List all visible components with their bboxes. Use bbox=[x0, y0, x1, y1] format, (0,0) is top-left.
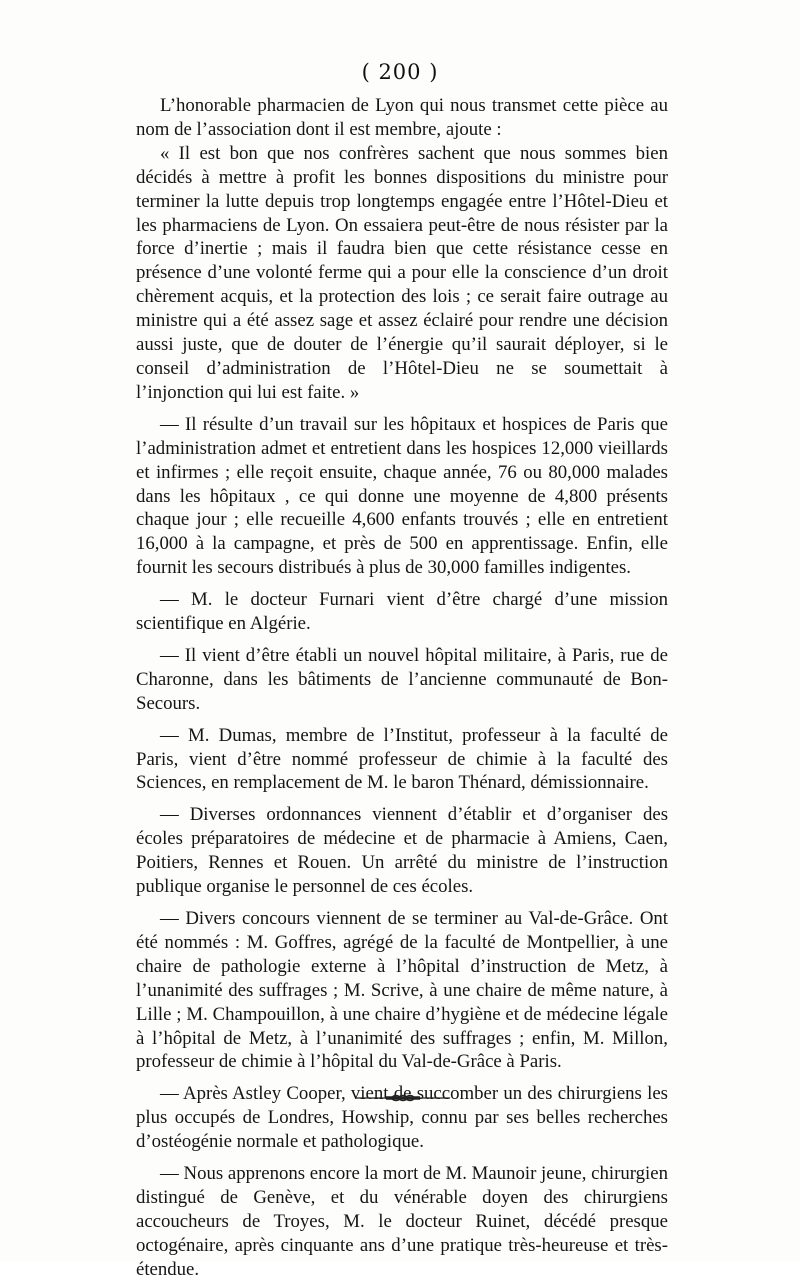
paragraph-military-hospital: — Il vient d’être établi un nouvel hôpital militaire, à Paris, rue de Charonne, dans les bâtiments de l’ancienne communauté de Bon-Secours. bbox=[136, 644, 668, 714]
page-body bbox=[136, 94, 668, 1282]
paragraph-intro: L’honorable pharmacien de Lyon qui nous transmet cette pièce au nom de l’association dont il est membre, ajoute : bbox=[136, 95, 668, 140]
paragraph-dumas: — M. Dumas, membre de l’Institut, professeur à la faculté de Paris, vient d’être nommé professeur de chimie à la faculté des Sciences, en remplacement de M. le baron Thénard, démissionnaire. bbox=[136, 724, 668, 794]
paragraph-cooper-howship: — Après Astley Cooper, vient de succomber un des chirurgiens les plus occupés de Londres, Howship, connu par ses belles recherches d’ostéogénie normale et pathologique. bbox=[136, 1083, 668, 1153]
paragraph-furnari: — M. le docteur Furnari vient d’être chargé d’une mission scientifique en Algérie. bbox=[136, 589, 668, 635]
paragraph-quote: « Il est bon que nos confrères sachent que nous sommes bien décidés à mettre à profit les bonnes dispositions du ministre pour terminer la lutte depuis trop longtemps engagée entre l’Hôtel-Dieu et les pharmaciens de Lyon. On essaiera peut-être de nous résister par la force d’inertie ; mais il faudra bien que cette résistance cesse en présence d’une volonté ferme qui a pour elle la conscience d’un droit chèrement acquis, et la protection des lois ; ce serait faire outrage au ministre qui a été assez sage et assez éclairé pour rendre une décision aussi juste, que de douter de l’énergie qu’il saurait déployer, si le conseil d’administration de l’Hôtel-Dieu ne se soumettait à l’injonction qui lui est faite. » bbox=[136, 142, 668, 403]
paragraph-maunoir-ruinet: — Nous apprenons encore la mort de M. Maunoir jeune, chirurgien distingué de Genève, et du vénérable doyen des chirurgiens accoucheurs de Troyes, M. le docteur Ruinet, décédé presque octogénaire, après cinquante ans d’une pratique très-heureuse et très-étendue. bbox=[136, 1163, 668, 1280]
paragraph-ecoles: — Diverses ordonnances viennent d’établir et d’organiser des écoles préparatoires de médecine et de pharmacie à Amiens, Caen, Poitiers, Rennes et Rouen. Un arrêté du ministre de l’instruction publique organise le personnel de ces écoles. bbox=[136, 804, 668, 898]
end-ornament bbox=[356, 1094, 450, 1102]
paragraph-concours: — Divers concours viennent de se terminer au Val-de-Grâce. Ont été nommés : M. Goffres, agrégé de la faculté de Montpellier, à une chaire de pathologie externe à l’hôpital d’instruction de Metz, à l’unanimité des suffrages ; M. Scrive, à une chaire de même nature, à Lille ; M. Champouillon, à une chaire d’hygiène et de médecine légale à l’hôpital de Metz, à l’unanimité des suffrages ; enfin, M. Millon, professeur de chimie à l’hôpital du Val-de-Grâce à Paris. bbox=[136, 908, 668, 1073]
page-number: ( 200 ) bbox=[361, 60, 439, 84]
paragraph-hospitals-paris: — Il résulte d’un travail sur les hôpitaux et hospices de Paris que l’administration admet et entretient dans les hospices 12,000 vieillards et infirmes ; elle reçoit ensuite, chaque année, 76 ou 80,000 malades dans les hôpitaux , ce qui donne une moyenne de 4,800 présents chaque jour ; elle recueille 4,600 enfants trouvés ; elle en entretient 16,000 à la campagne, et près de 500 en apprentissage. Enfin, elle fournit les secours distribués à plus de 30,000 familles indigentes. bbox=[136, 413, 668, 579]
